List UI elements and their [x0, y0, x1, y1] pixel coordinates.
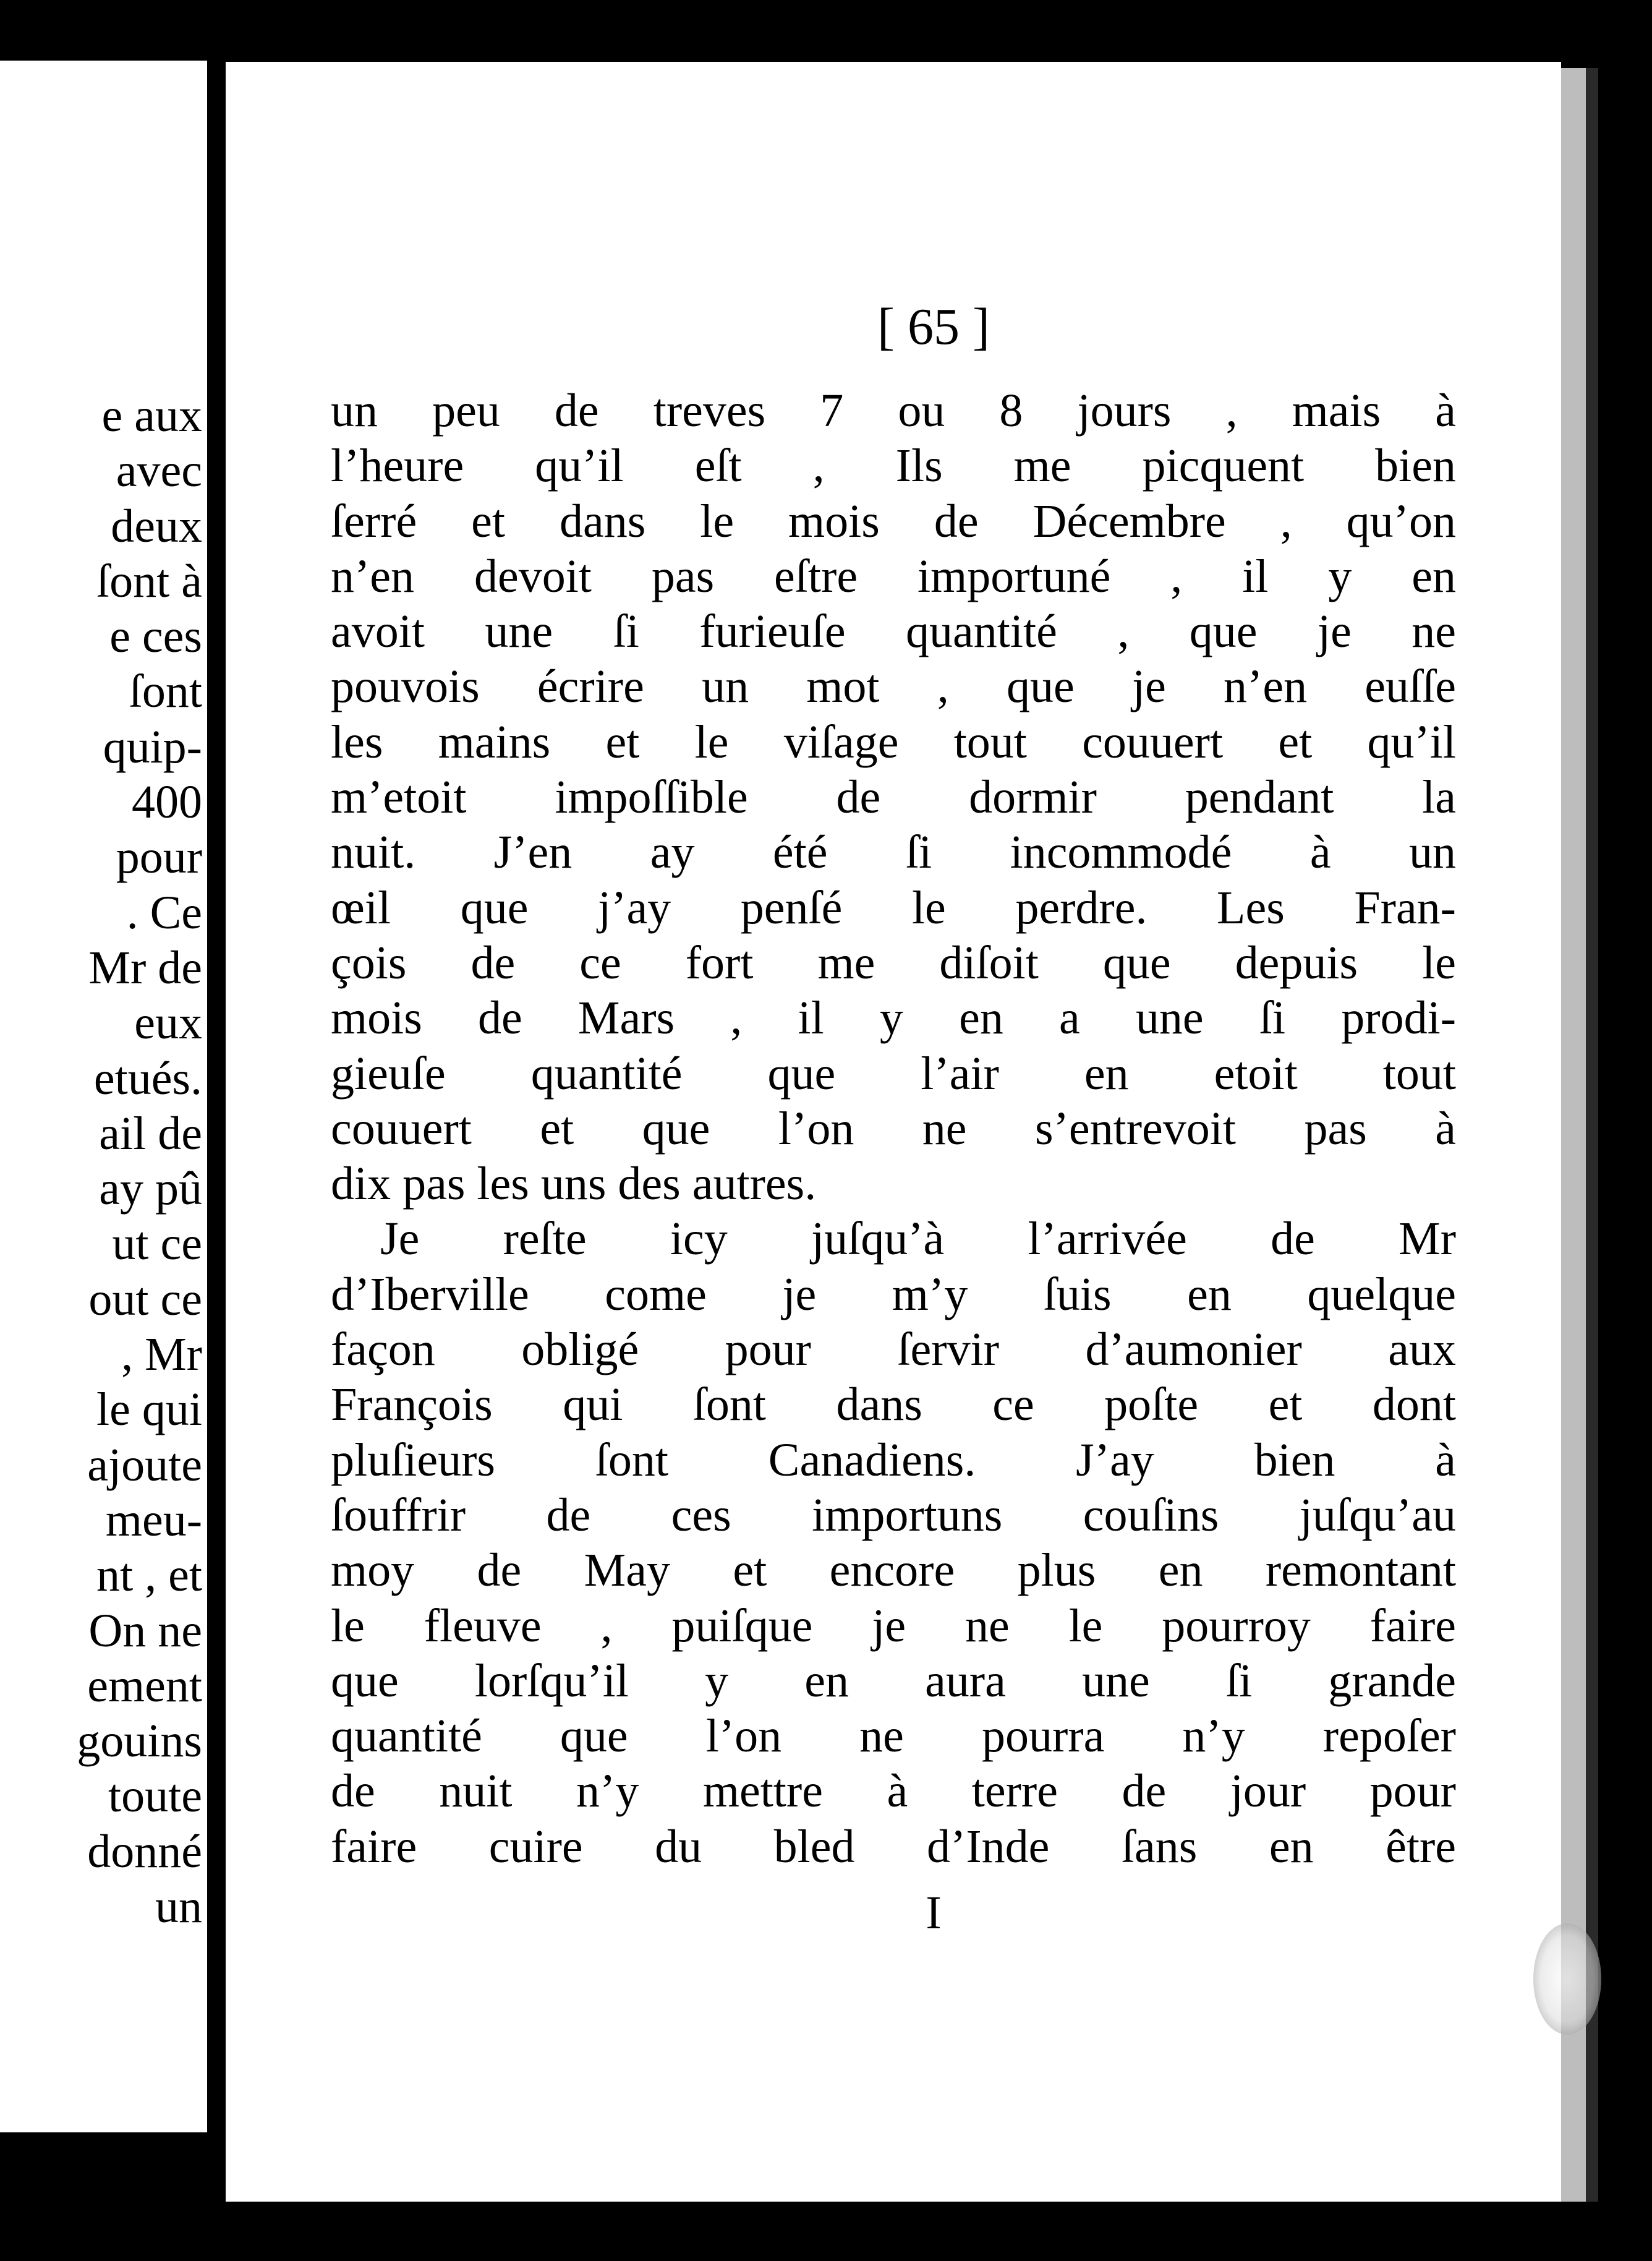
text-line: que lorſqu’il y en aura une ſi grande — [331, 1654, 1456, 1707]
previous-page-line: . Ce — [126, 886, 202, 939]
text-line: François qui ſont dans ce poſte et dont — [331, 1378, 1456, 1431]
text-line: n’en devoit pas eſtre importuné , il y en — [331, 550, 1456, 602]
previous-page-line: un — [155, 1881, 202, 1933]
previous-page-line: ement — [87, 1659, 202, 1712]
previous-page-line: toute — [108, 1770, 202, 1823]
previous-page-line: meu- — [105, 1494, 202, 1546]
previous-page-line: quip- — [103, 720, 202, 773]
text-line: moy de May et encore plus en remontant — [331, 1544, 1456, 1597]
text-line: avoit une ſi furieuſe quantité , que je ne — [331, 605, 1456, 658]
previous-page-line: On ne — [88, 1604, 202, 1657]
text-line: çois de ce fort me diſoit que depuis le — [331, 936, 1456, 989]
text-line: façon obligé pour ſervir d’aumonier aux — [331, 1323, 1456, 1376]
page-number: [ 65 ] — [877, 298, 990, 356]
text-line: m’etoit impoſſible de dormir pendant la — [331, 771, 1456, 824]
previous-page-line: nt , et — [96, 1549, 202, 1602]
previous-page-line: le qui — [96, 1383, 202, 1436]
previous-page-line: donné — [87, 1825, 202, 1878]
previous-page-line: 400 — [132, 776, 202, 829]
previous-page-line: e aux — [101, 390, 202, 442]
text-line: l’heure qu’il eſt , Ils me picquent bien — [331, 440, 1456, 492]
text-line: le fleuve , puiſque je ne le pourroy faire — [331, 1599, 1456, 1652]
text-line: quantité que l’on ne pourra n’y repoſer — [331, 1710, 1456, 1763]
text-line: dix pas les uns des autres. — [331, 1158, 817, 1210]
text-line: les mains et le viſage tout couuert et qu’il — [331, 716, 1456, 768]
text-line: pouvois écrire un mot , que je n’en euſſe — [331, 660, 1456, 713]
text-line: un peu de treves 7 ou 8 jours , mais à — [331, 385, 1456, 437]
previous-page — [0, 61, 207, 2132]
text-line: d’Iberville come je m’y ſuis en quelque — [331, 1268, 1456, 1320]
previous-page-line: ajoute — [87, 1438, 202, 1491]
text-line: mois de Mars , il y en a une ſi prodi- — [331, 992, 1456, 1045]
previous-page-line: ail de — [99, 1107, 202, 1160]
previous-page-text — [77, 388, 202, 1934]
previous-page-line: ut ce — [112, 1218, 202, 1270]
text-line: faire cuire du bled d’Inde ſans en être — [331, 1820, 1456, 1873]
previous-page-line: out ce — [88, 1273, 202, 1325]
text-line: pluſieurs ſont Canadiens. J’ay bien à — [331, 1434, 1456, 1486]
previous-page-line: deux — [111, 500, 202, 552]
previous-page-line: e ces — [109, 610, 202, 663]
text-line: ſouffrir de ces importuns couſins juſqu’au — [331, 1489, 1456, 1541]
previous-page-line: etués. — [93, 1052, 202, 1105]
text-line: Je reſte icy juſqu’à l’arrivée de Mr — [380, 1213, 1456, 1265]
page-body-text — [331, 383, 1456, 1874]
previous-page-line: avec — [116, 445, 202, 497]
previous-page-line: , Mr — [121, 1328, 202, 1381]
text-line: nuit. J’en ay été ſi incommodé à un — [331, 826, 1456, 879]
book-gutter — [207, 61, 226, 2132]
previous-page-line: eux — [134, 997, 202, 1049]
previous-page-line: Mr de — [88, 941, 202, 994]
text-line: gieuſe quantité que l’air en etoit tout — [331, 1047, 1456, 1100]
previous-page-line: gouins — [77, 1715, 202, 1767]
thumb-smudge — [1533, 1923, 1601, 2035]
page-edge — [1561, 68, 1586, 2202]
previous-page-line: ſont à — [96, 555, 202, 607]
page-edge-shadow — [1586, 68, 1598, 2202]
text-line: couuert et que l’on ne s’entrevoit pas à — [331, 1102, 1456, 1155]
text-line: ſerré et dans le mois de Décembre , qu’on — [331, 495, 1456, 547]
previous-page-line: ay pû — [99, 1163, 202, 1215]
current-page — [226, 62, 1561, 2202]
previous-page-line: pour — [116, 831, 202, 884]
text-line: œil que j’ay penſé le perdre. Les Fran- — [331, 881, 1456, 934]
text-line: de nuit n’y mettre à terre de jour pour — [331, 1765, 1456, 1818]
previous-page-line: ſont — [129, 665, 202, 718]
signature-mark: I — [926, 1887, 942, 1939]
